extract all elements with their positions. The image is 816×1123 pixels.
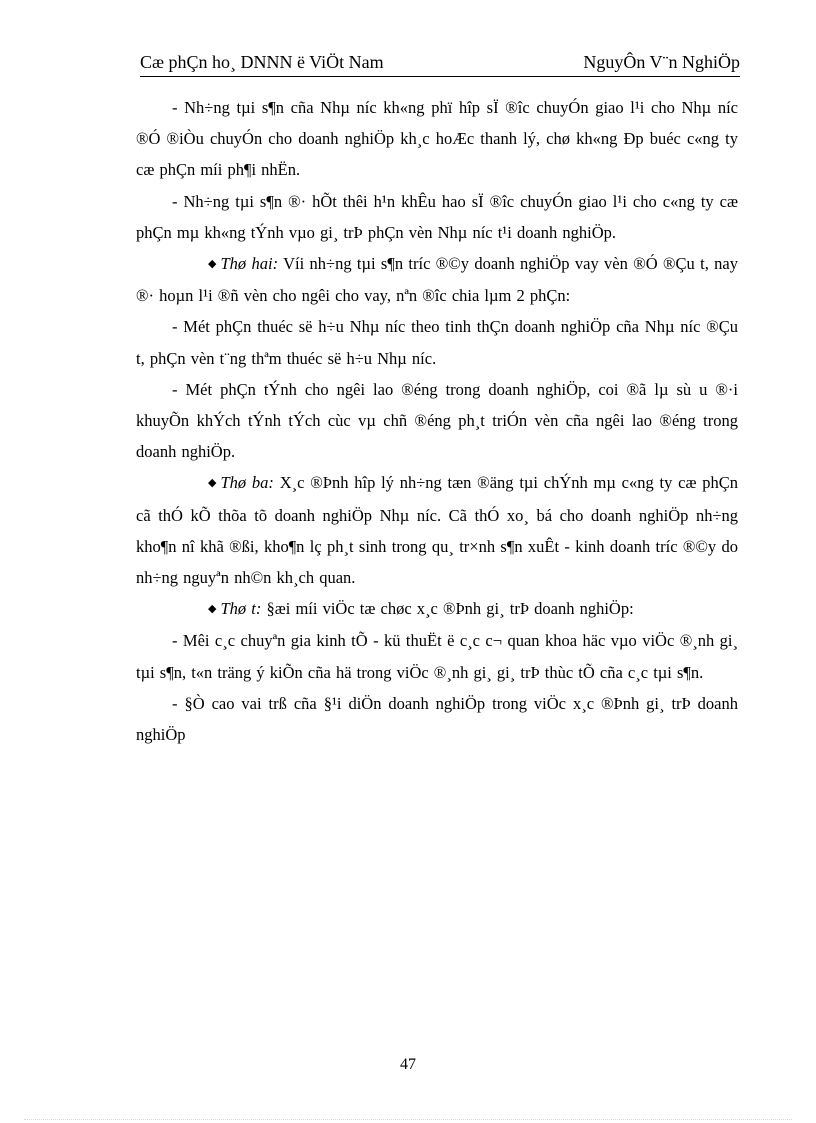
paragraph: [136, 248, 738, 311]
paragraph: [136, 186, 738, 248]
paragraph-text: - §Ò cao vai trß cña §¹i diÖn doanh nghiÖp trong viÖc x¸c ®Þnh gi¸ trÞ doanh nghiÖp: [136, 693, 738, 745]
paragraph-lead: Thø t:: [220, 599, 262, 619]
paragraph-text: Víi nh÷ng tµi s¶n tríc ®©y doanh nghiÖp vay vèn ®Ó ®Çu t, nay ®· hoµn l¹i ®ñ vèn cho ngêi cho vay, nªn ®îc chia lµm 2 phÇn:: [136, 254, 738, 306]
paragraph: [136, 92, 738, 186]
page-bottom-divider: [24, 1119, 792, 1120]
paragraph-text: - Mêi c¸c chuyªn gia kinh tÕ - kü thuËt ë c¸c c¬ quan khoa häc vµo viÖc ®¸nh gi¸ tµi s¶n, t«n träng ý kiÕn cña hä trong viÖc ®¸nh gi¸ gi¸ trÞ thùc tÕ cña c¸c tµi s¶n.: [136, 631, 738, 682]
paragraph-text: X¸c ®Þnh hîp lý nh÷ng tæn ®äng tµi chÝnh mµ c«ng ty cæ phÇn cã thÓ kÕ thõa tõ doanh nghiÖp Nhµ níc. Cã thÓ xo¸ bá cho doanh nghiÖp nh÷ng kho¶n nî khã ®ßi, kho¶n lç ph¸t sinh trong qu¸ tr×nh s¶n xuÊt - kinh doanh tríc ®©y do nh÷ng nguyªn nh©n kh¸ch quan.: [136, 473, 739, 588]
paragraph-text: - Mét phÇn thuéc së h÷u Nhµ níc theo tinh thÇn doanh nghiÖp cña Nhµ níc ®Çu t, phÇn vèn t¨ng thªm thuéc së h÷u Nhµ níc.: [136, 317, 738, 368]
diamond-bullet-icon: ◆: [208, 258, 217, 271]
paragraph-lead: Thø hai:: [220, 254, 279, 274]
paragraph: [136, 374, 738, 468]
paragraph-text: - Mét phÇn tÝnh cho ngêi lao ®éng trong doanh nghiÖp, coi ®ã lµ sù u ®·i khuyÕn khÝch tÝnh tÝch cùc vµ chñ ®éng ph¸t triÓn vèn cña ngêi lao ®éng trong doanh nghiÖp.: [136, 379, 738, 462]
header-title: Cæ phÇn ho¸ DNNN ë ViÖt Nam: [140, 52, 384, 72]
paragraph-text: - Nh÷ng tµi s¶n ®· hÕt thêi h¹n khÊu hao sÏ ®îc chuyÓn giao l¹i cho c«ng ty cæ phÇn mµ kh«ng tÝnh vµo gi¸ trÞ phÇn vèn Nhµ níc t¹i doanh nghiÖp.: [136, 191, 738, 242]
diamond-bullet-icon: ◆: [208, 603, 217, 616]
page-header: [140, 50, 740, 77]
paragraph: [136, 625, 738, 687]
paragraph-text: §æi míi viÖc tæ chøc x¸c ®Þnh gi¸ trÞ doanh nghiÖp:: [261, 599, 634, 619]
paragraph: [136, 311, 738, 373]
paragraph-lead: Thø ba:: [220, 473, 274, 493]
paragraph: [136, 467, 738, 593]
page-number: 47: [400, 1056, 416, 1073]
paragraph-text: - Nh÷ng tµi s¶n cña Nhµ níc kh«ng phï hîp sÏ ®îc chuyÓn giao l¹i cho Nhµ níc ®Ó ®iÒu chuyÓn cho doanh nghiÖp kh¸c hoÆc thanh lý, chø kh«ng Ðp buéc c«ng ty cæ phÇn míi ph¶i nhËn.: [136, 98, 738, 180]
paragraph: [136, 688, 738, 750]
document-body: [136, 92, 738, 750]
diamond-bullet-icon: ◆: [208, 477, 217, 490]
paragraph: [136, 593, 738, 625]
header-author: NguyÔn V¨n NghiÖp: [583, 52, 740, 72]
